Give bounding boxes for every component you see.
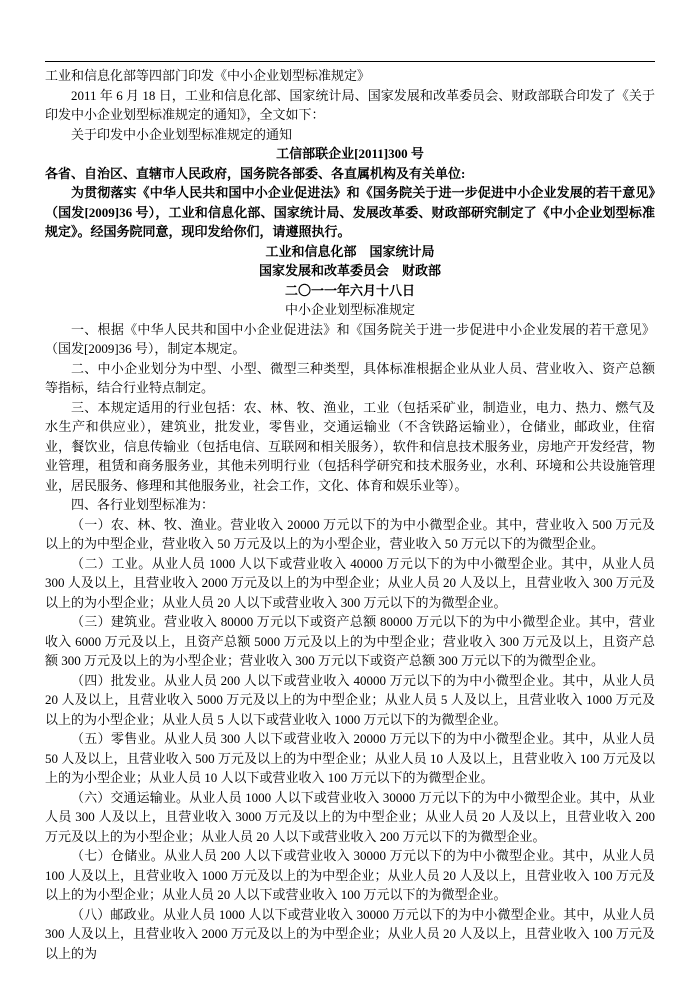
document-content	[0, 66, 700, 963]
signature-agency-line-1: 工业和信息化部 国家统计局	[265, 243, 435, 259]
intro-paragraph: 2011 年 6 月 18 日，工业和信息化部、国家统计局、国家发展和改革委员会、财政部联合印发了《关于印发中小企业划型标准规定的通知》，全文如下：	[45, 87, 655, 122]
notice-body: 为贯彻落实《中华人民共和国中小企业促进法》和《国务院关于进一步促进中小企业发展的若干意见》（国发[2009]36 号），工业和信息化部、国家统计局、发展改革委、财政部研究制定了《中小企业划型标准规定》。经国务院同意，现印发给你们，请遵照执行。	[45, 185, 655, 239]
article-paragraph-8: （四）批发业。从业人员 200 人以下或营业收入 40000 万元以下的为中小微型企业。其中，从业人员 20 人及以上，且营业收入 5000 万元及以上的为中型企业；从业人员 5 人及以上，且营业收入 1000 万元及以上的为小型企业；从业人员 5 人以下或营业收入 1000 万元以下的为微型企业。	[45, 672, 655, 727]
signature-agency-line-2: 国家发展和改革委员会 财政部	[258, 263, 441, 278]
regulation-title: 中小企业划型标准规定	[284, 302, 415, 317]
article-paragraph-1: 一、根据《中华人民共和国中小企业促进法》和《国务院关于进一步促进中小企业发展的若干意见》（国发[2009]36 号），制定本规定。	[45, 321, 655, 356]
article-paragraph-11: （七）仓储业。从业人员 200 人以下或营业收入 30000 万元以下的为中小微型企业。其中，从业人员 100 人及以上，且营业收入 1000 万元及以上的为中型企业；从业人员 20 人及以上，且营业收入 100 万元及以上的为小型企业；从业人员 20 人以下或营业收入 100 万元以下的为微型企业。	[45, 848, 655, 902]
signature-date: 二〇一一年六月十八日	[284, 282, 415, 298]
article-paragraph-6: （二）工业。从业人员 1000 人以下或营业收入 40000 万元以下的为中小微型企业。其中，从业人员 300 人及以上，且营业收入 2000 万元及以上的为中型企业；从业人员 20 人及以上，且营业收入 300 万元及以上的为小型企业；从业人员 20 人以下或营业收入 300 万元以下的为微型企业。	[45, 555, 655, 610]
doc-number: 工信部联企业[2011]300 号	[276, 146, 424, 161]
header-rule	[45, 61, 655, 62]
salutation: 各省、自治区、直辖市人民政府，国务院各部委、各直属机构及有关单位:	[45, 165, 466, 181]
article-paragraph-7: （三）建筑业。营业收入 80000 万元以下或资产总额 80000 万元以下的为中小微型企业。其中，营业收入 6000 万元及以上，且资产总额 5000 万元及以上的为中型企业；营业收入 300 万元及以上，且资产总额 300 万元及以上的为小型企业；营业收入 300 万元以下或资产总额 300 万元以下的为微型企业。	[45, 614, 655, 668]
article-paragraph-3: 三、本规定适用的行业包括：农、林、牧、渔业，工业（包括采矿业，制造业，电力、热力、燃气及水生产和供应业），建筑业，批发业，零售业，交通运输业（不含铁路运输业），仓储业，邮政业，住宿业，餐饮业，信息传输业（包括电信、互联网和相关服务），软件和信息技术服务业，房地产开发经营，物业管理，租赁和商务服务业，其他未列明行业（包括科学研究和技术服务业，水利、环境和公共设施管理业，居民服务、修理和其他服务业，社会工作，文化、体育和娱乐业等）。	[45, 399, 655, 493]
article-paragraph-4: 四、各行业划型标准为：	[71, 497, 215, 512]
article-paragraph-2: 二、中小企业划分为中型、小型、微型三种类型，具体标准根据企业从业人员、营业收入、资产总额等指标，结合行业特点制定。	[45, 360, 655, 395]
headline: 工业和信息化部等四部门印发《中小企业划型标准规定》	[45, 68, 371, 83]
notice-title: 关于印发中小企业划型标准规定的通知	[71, 126, 293, 142]
article-paragraph-9: （五）零售业。从业人员 300 人以下或营业收入 20000 万元以下的为中小微型企业。其中，从业人员 50 人及以上，且营业收入 500 万元及以上的为中型企业；从业人员 10 人及以上，且营业收入 100 万元及以上的为小型企业；从业人员 10 人以下或营业收入 100 万元以下的为微型企业。	[45, 731, 655, 785]
article-paragraph-10: （六）交通运输业。从业人员 1000 人以下或营业收入 30000 万元以下的为中小微型企业。其中，从业人员 300 人及以上，且营业收入 3000 万元及以上的为中型企业；从业人员 20 人及以上，且营业收入 200 万元及以上的为小型企业；从业人员 20 人以下或营业收入 200 万元以下的为微型企业。	[45, 789, 655, 844]
article-paragraph-12: （八）邮政业。从业人员 1000 人以下或营业收入 30000 万元以下的为中小微型企业。其中，从业人员 300 人及以上，且营业收入 2000 万元及以上的为中型企业；从业人员 20 人及以上，且营业收入 100 万元及以上的为	[45, 906, 655, 961]
article-paragraph-5: （一）农、林、牧、渔业。营业收入 20000 万元以下的为中小微型企业。其中，营业收入 500 万元及以上的为中型企业，营业收入 50 万元及以上的为小型企业，营业收入 50 万元以下的为微型企业。	[45, 516, 655, 551]
